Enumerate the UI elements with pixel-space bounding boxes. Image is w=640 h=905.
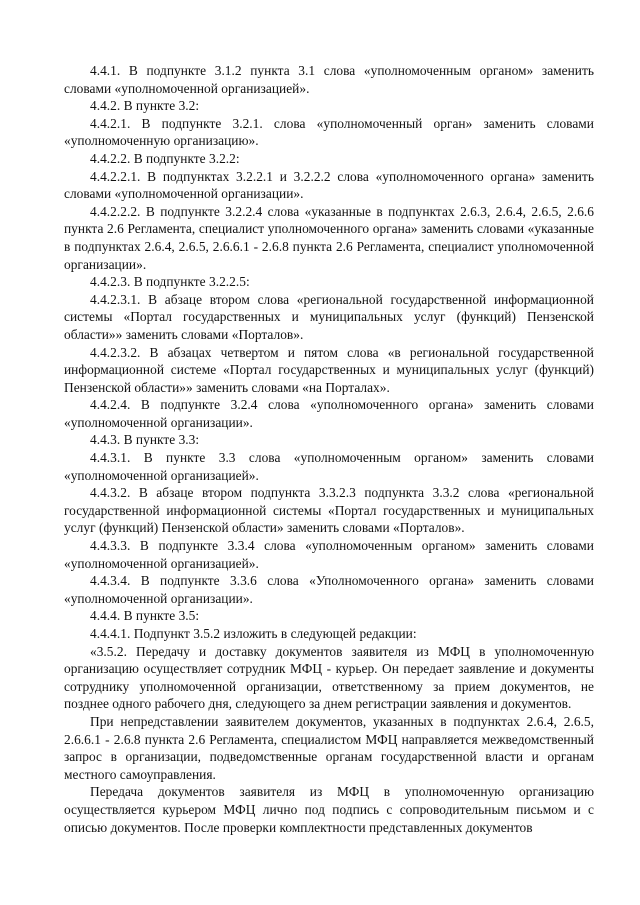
paragraph: 4.4.4.1. Подпункт 3.5.2 изложить в следующей редакции: [90, 626, 417, 641]
paragraph: 4.4.3. В пункте 3.3: [90, 432, 200, 448]
paragraph: Передача документов заявителя из МФЦ в уполномоченную организацию осуществляется курьером МФЦ лично под подпись с сопроводительным письмом и с описью документов. После проверки комплектности представленных документов [64, 784, 594, 835]
paragraph: 4.4.2. В пункте 3.2: [90, 98, 200, 114]
paragraph: 4.4.2.2.1. В подпунктах 3.2.2.1 и 3.2.2.2 слова «уполномоченного органа» заменить словами «уполномоченной организации». [64, 168, 594, 202]
paragraph: При непредставлении заявителем документов, указанных в подпунктах 2.6.4, 2.6.5, 2.6.6.1 - 2.6.8 пункта 2.6 Регламента, специалистом МФЦ направляется межведомственный запрос в организации, подведомственные органам государственной власти и органам местного самоуправления. [64, 713, 594, 782]
paragraph: 4.4.2.2. В подпункте 3.2.2: [90, 150, 240, 166]
paragraph: 4.4.2.3. В подпункте 3.2.2.5: [90, 274, 250, 290]
paragraph: 4.4.3.2. В абзаце втором подпункта 3.3.2.3 подпункта 3.3.2 слова «региональной государственной информационной системы «Портал государственных и муниципальных услуг (функций) Пензенской области» заменить словами «Порталов». [64, 485, 594, 536]
paragraph: 4.4.3.4. В подпункте 3.3.6 слова «Уполномоченного органа» заменить словами «уполномоченной организации». [64, 573, 594, 606]
paragraph: 4.4.1. В подпункте 3.1.2 пункта 3.1 слова «уполномоченным органом» заменить словами «уполномоченной организацией». [64, 63, 594, 96]
quoted-paragraph: «3.5.2. Передачу и доставку документов заявителя из МФЦ в уполномоченную организацию осуществляет сотрудник МФЦ - курьер. Он передает заявление и документы сотруднику уполномоченной организации, ответственному за прием документов, не позднее одного рабочего дня, следующего за днем регистрации заявления и документов. [64, 643, 594, 712]
paragraph: 4.4.2.2.2. В подпункте 3.2.2.4 слова «указанные в подпунктах 2.6.3, 2.6.4, 2.6.5, 2.6.6 пункта 2.6 Регламента, специалист уполномоченного органа» заменить словами «указанные в подпунктах 2.6.4, 2.6.5, 2.6.6.1 - 2.6.8 пункта 2.6 Регламента, специалист уполномоченной организации». [64, 203, 594, 272]
paragraph: 4.4.2.4. В подпункте 3.2.4 слова «уполномоченного органа» заменить словами «уполномоченной организации». [64, 397, 594, 430]
paragraph: 4.4.3.3. В подпункте 3.3.4 слова «уполномоченным органом» заменить словами «уполномоченной организацией». [64, 538, 594, 571]
paragraph: 4.4.2.3.1. В абзаце втором слова «региональной государственной информационной системы «Портал государственных и муниципальных услуг (функций) Пензенской области»» заменить словами «Порталов». [64, 291, 594, 342]
paragraph: 4.4.2.3.2. В абзацах четвертом и пятом слова «в региональной государственной информационной системе «Портал государственных и муниципальных услуг (функций) Пензенской области»» заменить словами «на Порталах». [64, 344, 594, 395]
paragraph: 4.4.2.1. В подпункте 3.2.1. слова «уполномоченный орган» заменить словами «уполномоченную организацию». [64, 115, 594, 149]
paragraph: 4.4.4. В пункте 3.5: [90, 608, 200, 624]
paragraph: 4.4.3.1. В пункте 3.3 слова «уполномоченным органом» заменить словами «уполномоченной организацией». [64, 450, 594, 483]
